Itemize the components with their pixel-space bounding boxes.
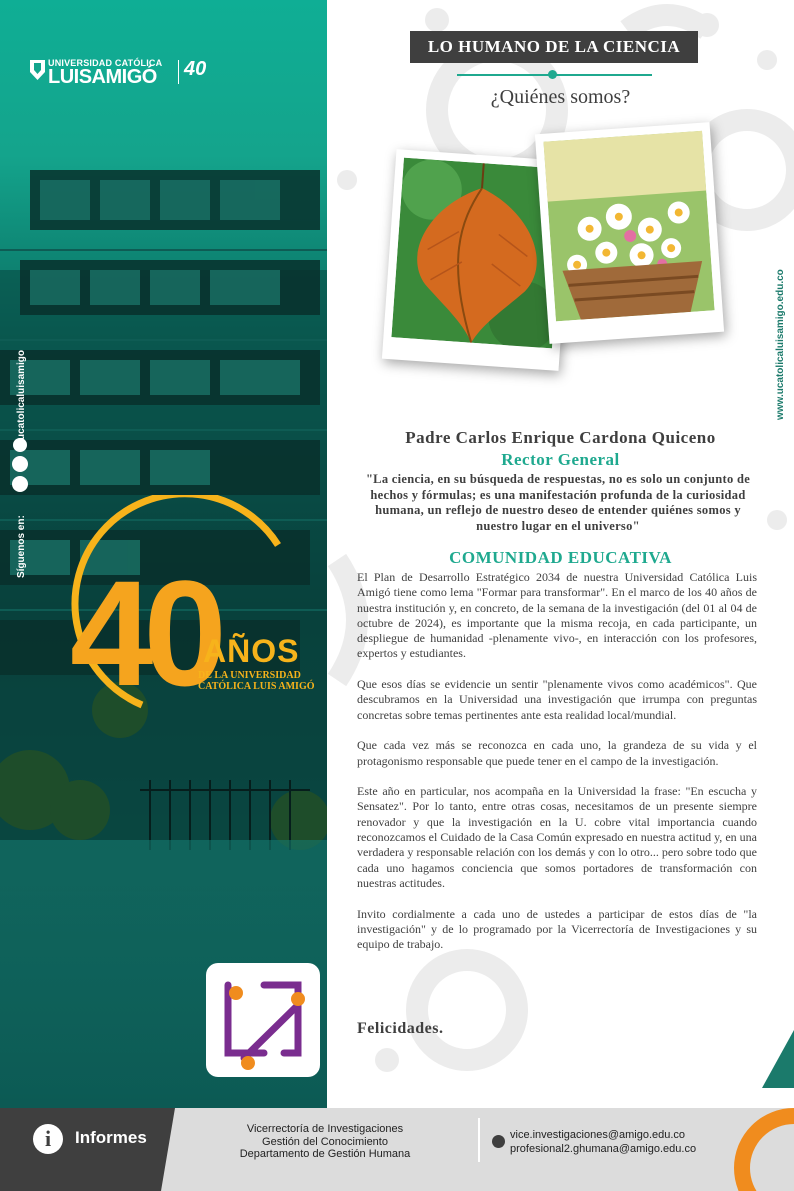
- footer-dept-line: Vicerrectoría de Investigaciones: [246, 1123, 404, 1135]
- mail-icon: [492, 1135, 505, 1148]
- badge-line1: DE LA UNIVERSIDAD: [198, 670, 301, 681]
- closing-text: Felicidades.: [357, 1020, 444, 1037]
- author-name: Padre Carlos Enrique Cardona Quiceno: [405, 428, 716, 447]
- flower-basket-photo: [535, 122, 724, 344]
- research-logo-mark: [206, 963, 320, 1077]
- paragraph: Que cada vez más se reconozca en cada uno, la grandeza de su vida y el protagonismo responsable que puede tener en el campo de la investigación.: [357, 738, 757, 768]
- shield-icon: [30, 60, 45, 80]
- orange-arc-decoration: [718, 1108, 794, 1191]
- badge-word: AÑOS: [203, 633, 300, 669]
- logo-anniversary-mark: 40: [184, 58, 207, 80]
- youtube-icon[interactable]: [13, 438, 27, 452]
- badge-number: 40: [70, 549, 217, 717]
- research-logo: [206, 963, 320, 1077]
- section-title: COMUNIDAD EDUCATIVA: [449, 548, 672, 567]
- footer-info-block: [0, 1108, 175, 1191]
- footer-informes-label: Informes: [75, 1128, 147, 1147]
- footer-departments: [200, 1123, 450, 1161]
- footer-emails: [510, 1128, 696, 1156]
- page-title: LO HUMANO DE LA CIENCIA: [410, 31, 698, 63]
- email-link[interactable]: profesional2.ghumana@amigo.edu.co: [510, 1143, 697, 1155]
- title-divider-dot: [548, 70, 557, 79]
- right-panel: [327, 0, 794, 1108]
- info-icon: i: [33, 1124, 63, 1154]
- logo-university-top: UNIVERSIDAD CATÓLICA: [48, 58, 163, 68]
- paragraph: Que esos días se evidencie un sentir "plenamente vivos como académicos". Que descubramos en la Universidad una investigación que irrumpa con preguntas concretas sobre temas pertinentes ante esta realidad local/mundial.: [357, 677, 757, 722]
- flower-basket-image: [543, 131, 714, 322]
- logo-divider: [178, 60, 179, 84]
- body-text: [357, 570, 757, 968]
- author-quote: "La ciencia, en su búsqueda de respuestas, no es solo un conjunto de hechos y fórmulas; es una manifestación profunda de la curiosidad humana, un reflejo de nuestro deseo de entender quiénes somos y nuestro lugar en el universo": [365, 472, 751, 533]
- author-role: Rector General: [501, 450, 620, 469]
- paragraph: Este año en particular, nos acompaña en la Universidad la frase: "En escucha y Sensatez". Por lo tanto, entre otras cosas, necesitamos de un presente siempre renovador y que la investigación en la U. cobre vital importancia cuando reconozcamos el Cuidado de la Casa Común expresado en nuestra actitud y, en una verdadera y responsable relación con los demás y con lo otro... pero sobre todo que cada uno hagamos conciencia que somos portadores de transformación con nuestras actitudes.: [357, 784, 757, 890]
- footer-dept-line: Departamento de Gestión Humana: [239, 1148, 411, 1160]
- page-subtitle: ¿Quiénes somos?: [490, 86, 631, 108]
- facebook-icon[interactable]: [12, 456, 28, 472]
- social-label: Síguenos en:: [16, 515, 27, 578]
- left-panel: [0, 0, 327, 1108]
- logo-university-name: LUISAMIGÓ: [48, 66, 157, 88]
- social-handle[interactable]: ucatolicaluisamigo: [16, 349, 27, 440]
- footer-divider: [478, 1118, 480, 1162]
- website-link[interactable]: www.ucatolicaluisamigo.edu.co: [775, 269, 786, 420]
- paragraph: El Plan de Desarrollo Estratégico 2034 de nuestra Universidad Católica Luis Amigó tiene como lema "Formar para transformar". En el marco de los 40 años de nuestra institución y, en concreto, de la semana de la investigación (del 01 al 04 de octubre de 2024), es importante que la misma recoja, en cada participante, un despliegue de humanidad -plenamente vivo-, en interacción con los profesores, expertos y estudiantes.: [357, 570, 757, 661]
- instagram-icon[interactable]: [12, 476, 28, 492]
- footer: [0, 1108, 794, 1191]
- paragraph: Invito cordialmente a cada uno de ustedes a participar de estos días de "la investigación" y de lo programado por la Vicerrectoría de Investigaciones y su equipo de trabajo.: [357, 906, 757, 952]
- email-link[interactable]: vice.investigaciones@amigo.edu.co: [510, 1129, 686, 1141]
- corner-triangle: [762, 1030, 794, 1088]
- footer-dept-line: Gestión del Conocimiento: [262, 1135, 388, 1148]
- badge-line2: CATÓLICA LUIS AMIGÓ: [198, 681, 315, 692]
- social-media-bar: [4, 340, 38, 580]
